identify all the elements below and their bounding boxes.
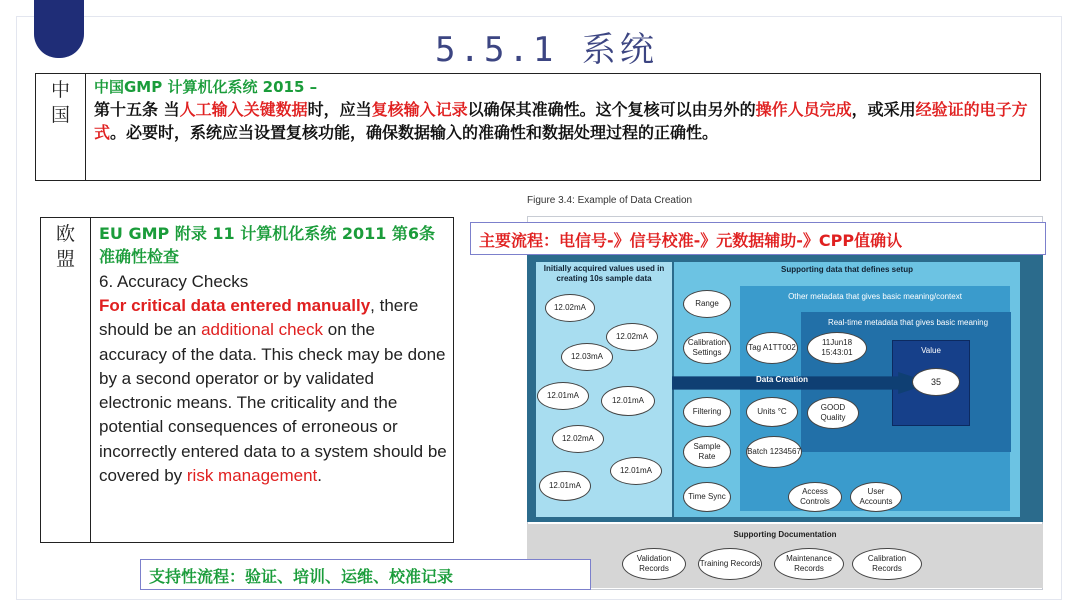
- china-region-cell: [36, 74, 86, 180]
- sample-value-oval: 12.01mA: [537, 382, 589, 410]
- text-run: 时，应当: [307, 100, 372, 119]
- eu-clause-title: 6. Accuracy Checks: [99, 272, 249, 291]
- text-run: on the accuracy of the data. This check may be done by a second operator or by validated electronic means. The criticality and the potential consequences of erroneous or incorrectly entered data to a system should be covered by: [99, 320, 447, 486]
- slide-title: 5.5.1 系统: [435, 30, 658, 70]
- supporting-data-title: Supporting data that defines setup: [780, 265, 913, 274]
- figure-caption: Figure 3.4: Example of Data Creation: [527, 195, 693, 206]
- sample-value-oval: 12.02mA: [545, 294, 595, 322]
- support-flow-callout: 支持性流程：验证、培训、运维、校准记录: [140, 559, 591, 590]
- user-accounts-oval: User Accounts: [850, 482, 902, 512]
- eu-regulation-heading: EU GMP 附录 11 计算机化系统 2011 第6条 准确性检查: [99, 224, 436, 266]
- maintenance-records-oval: Maintenance Records: [774, 548, 844, 580]
- highlight-text: For critical data entered manually: [99, 296, 371, 315]
- sample-value-oval: 12.01mA: [601, 386, 655, 416]
- setup-time-sync-oval: Time Sync: [683, 482, 731, 512]
- eu-regulation-table: [40, 217, 454, 543]
- highlight-text: 经验证的电子方式: [94, 100, 1028, 142]
- acquired-values-title: Initially acquired values used in creating 10s sample data: [543, 264, 665, 283]
- batch-oval: Batch 1234567: [746, 436, 802, 468]
- highlight-text: 复核输入记录: [371, 100, 468, 119]
- sample-value-oval: 12.02mA: [552, 425, 604, 453]
- other-metadata-title: Other metadata that gives basic meaning/context: [788, 292, 962, 301]
- eu-region-cell: [41, 218, 91, 542]
- text-run: .: [317, 466, 323, 486]
- main-flow-callout: 主要流程：电信号-》信号校准-》元数据辅助-》CPP值确认: [470, 222, 1046, 255]
- region-label: 国: [50, 104, 70, 126]
- china-regulation-text: [94, 98, 1032, 144]
- setup-calibration-oval: Calibration Settings: [683, 332, 731, 364]
- training-records-oval: Training Records: [698, 548, 762, 580]
- text-run: , there should be an: [99, 296, 419, 340]
- china-regulation-table: [35, 73, 1041, 181]
- calibration-records-oval: Calibration Records: [852, 548, 922, 580]
- sample-value-oval: 12.02mA: [606, 323, 658, 351]
- text-run: 。必要时，系统应当设置复核功能，确保数据输入的准确性和数据处理过程的正确性。: [110, 123, 719, 142]
- text-run: 以确保其准确性。这个复核可以由另外的: [467, 100, 756, 119]
- highlight-text: 人工输入关键数据: [179, 100, 308, 119]
- highlight-text: additional check: [201, 320, 324, 340]
- value-oval: 35: [912, 368, 960, 396]
- setup-filtering-oval: Filtering: [683, 397, 731, 427]
- corner-tab-decoration: [34, 0, 84, 58]
- access-controls-oval: Access Controls: [788, 482, 842, 512]
- region-label: 盟: [55, 248, 75, 270]
- tag-oval: Tag A1TT002: [746, 332, 798, 364]
- china-regulation-body: [86, 74, 1040, 180]
- eu-regulation-body: [91, 218, 453, 542]
- eu-regulation-text: [99, 294, 447, 488]
- timestamp-oval: 11Jun18 15:43:01: [807, 332, 867, 364]
- region-label: 中: [50, 79, 70, 101]
- units-oval: Units °C: [746, 397, 798, 427]
- text-run: ，或采用: [851, 100, 916, 119]
- validation-records-oval: Validation Records: [622, 548, 686, 580]
- supporting-documentation-title: Supporting Documentation: [733, 530, 837, 539]
- setup-range-oval: Range: [683, 290, 731, 318]
- text-run: 第十五条 当: [94, 100, 180, 119]
- sample-value-oval: 12.01mA: [610, 457, 662, 485]
- sample-value-oval: 12.03mA: [561, 343, 613, 371]
- data-creation-label: Data Creation: [755, 375, 808, 384]
- quality-oval: GOOD Quality: [807, 397, 859, 429]
- region-label: 欧: [55, 223, 75, 245]
- highlight-text: risk management: [186, 466, 318, 486]
- sample-value-oval: 12.01mA: [539, 471, 591, 501]
- highlight-text: 操作人员完成: [755, 100, 852, 119]
- china-regulation-heading: 中国GMP 计算机化系统 2015 –: [94, 78, 318, 96]
- value-title: Value: [921, 346, 941, 355]
- realtime-metadata-title: Real-time metadata that gives basic meaning: [827, 318, 989, 327]
- setup-sample-rate-oval: Sample Rate: [683, 436, 731, 468]
